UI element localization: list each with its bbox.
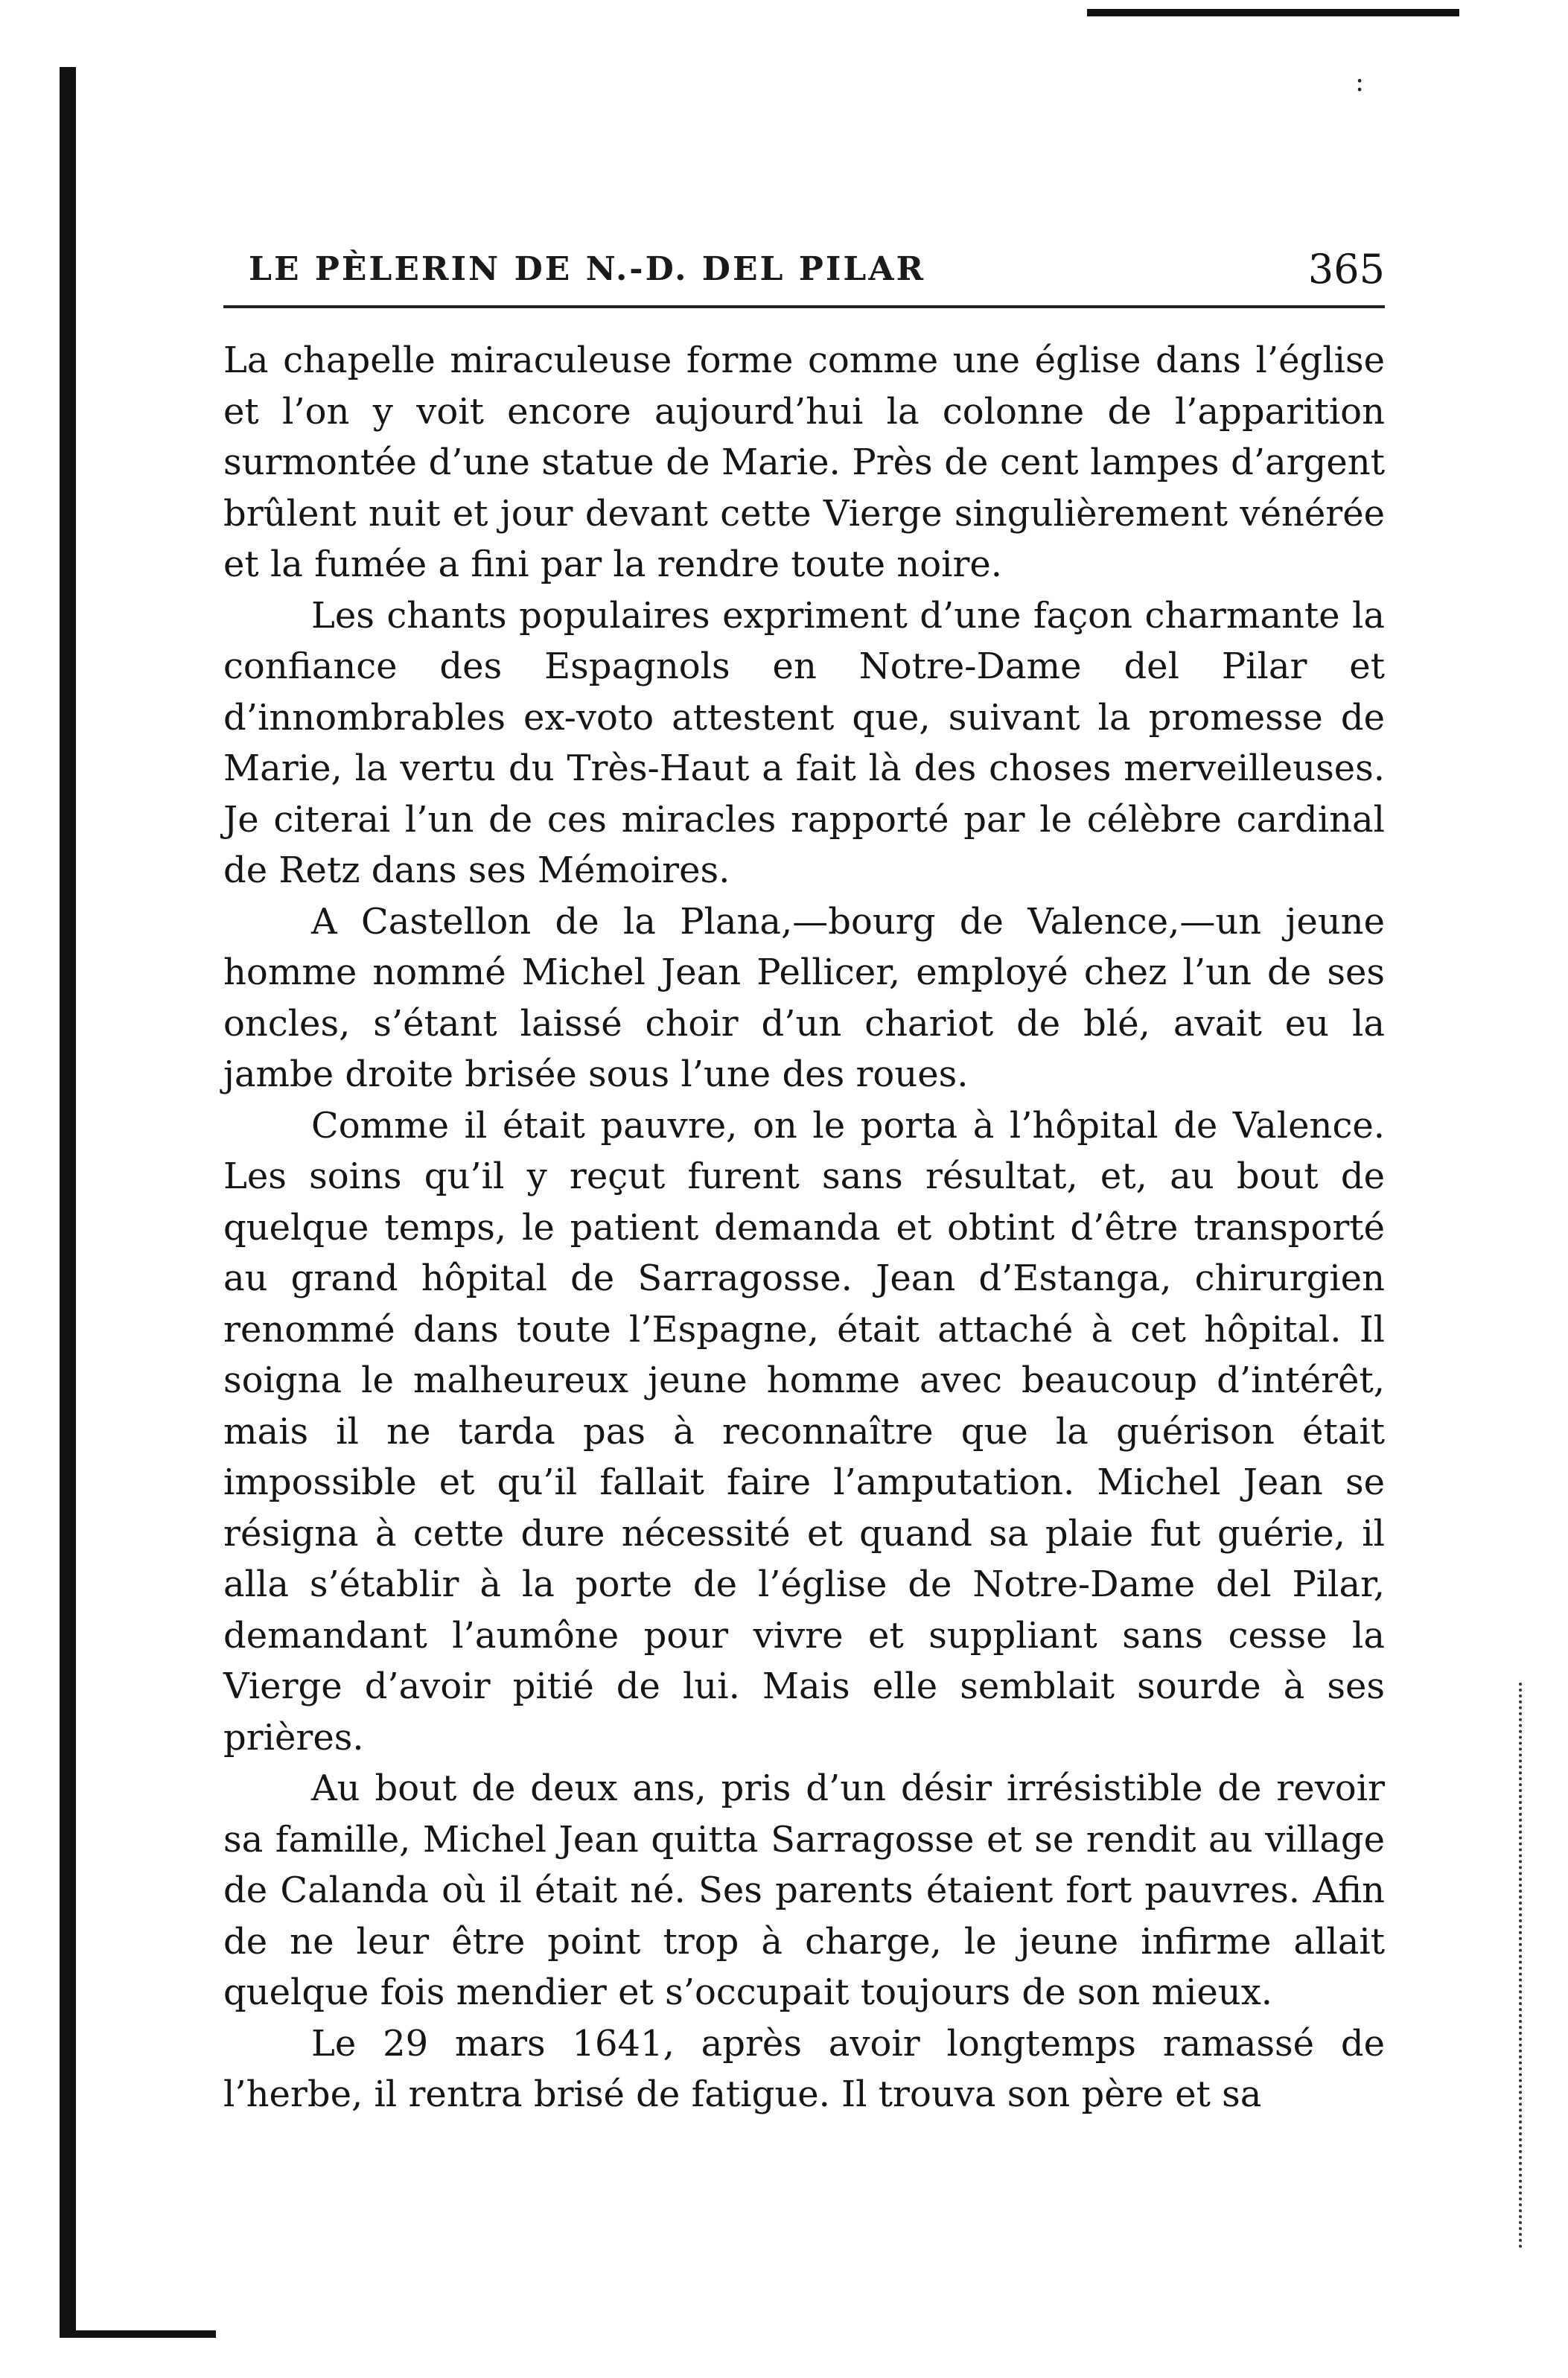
paragraph: Au bout de deux ans, pris d’un désir irrésistible de revoir sa famille, Michel Jean quitta Sarragosse et se rendit au village de Calanda où il était né. Ses parents étaient fort pauvres. Afin de ne leur être point trop à charge, le jeune infirme allait quelque fois mendier et s’occupait toujours de son mieux. <box>223 1767 1385 2013</box>
paragraph: A Castellon de la Plana,—bourg de Valence,—un jeune homme nommé Michel Jean Pellicer, employé chez l’un de ses oncles, s’étant laissé choir d’un chariot de blé, avait eu la jambe droite brisée sous l’une des roues. <box>223 900 1385 1095</box>
scan-specks-right <box>1519 1683 1535 2248</box>
page-header <box>223 246 1385 308</box>
page-number: 365 <box>1307 246 1385 293</box>
scan-border-bottom <box>60 2330 216 2338</box>
book-page <box>223 246 1385 2120</box>
scan-border-top <box>1087 9 1459 16</box>
scan-speck: : <box>1355 67 1365 98</box>
paragraph: La chapelle miraculeuse forme comme une église dans l’église et l’on y voit encore aujourd’hui la colonne de l’apparition surmontée d’une statue de Marie. Près de cent lampes d’argent brûlent nuit et jour devant cette Vierge singulièrement vénérée et la fumée a fini par la rendre toute noire. <box>223 340 1385 585</box>
paragraph: Comme il était pauvre, on le porta à l’hôpital de Valence. Les soins qu’il y reçut furent sans résultat, et, au bout de quelque temps, le patient demanda et obtint d’être transporté au grand hôpital de Sarragosse. Jean d’Estanga, chirurgien renommé dans toute l’Espagne, était attaché à cet hôpital. Il soigna le malheureux jeune homme avec beaucoup d’intérêt, mais il ne tarda pas à reconnaître que la guérison était impossible et qu’il fallait faire l’amputation. Michel Jean se résigna à cette dure nécessité et quand sa plaie fut guérie, il alla s’établir à la porte de l’église de Notre-Dame del Pilar, demandant l’aumône pour vivre et suppliant sans cesse la Vierge d’avoir pitié de lui. Mais elle semblait sourde à ses prières. <box>223 1104 1385 1759</box>
paragraph: Les chants populaires expriment d’une façon charmante la confiance des Espagnols en Notre-Dame del Pilar et d’innombrables ex-voto attestent que, suivant la promesse de Marie, la vertu du Très-Haut a fait là des choses merveilleuses. Je citerai l’un de ces miracles rapporté par le célèbre cardinal de Retz dans ses Mémoires. <box>223 594 1385 891</box>
scan-border-left <box>60 67 76 2338</box>
running-title: LE PÈLERIN DE N.-D. DEL PILAR <box>249 250 926 288</box>
paragraph: Le 29 mars 1641, après avoir longtemps ramassé de l’herbe, il rentra brisé de fatigue. Il trouva son père et sa <box>223 2022 1385 2115</box>
body-text <box>223 335 1385 2120</box>
